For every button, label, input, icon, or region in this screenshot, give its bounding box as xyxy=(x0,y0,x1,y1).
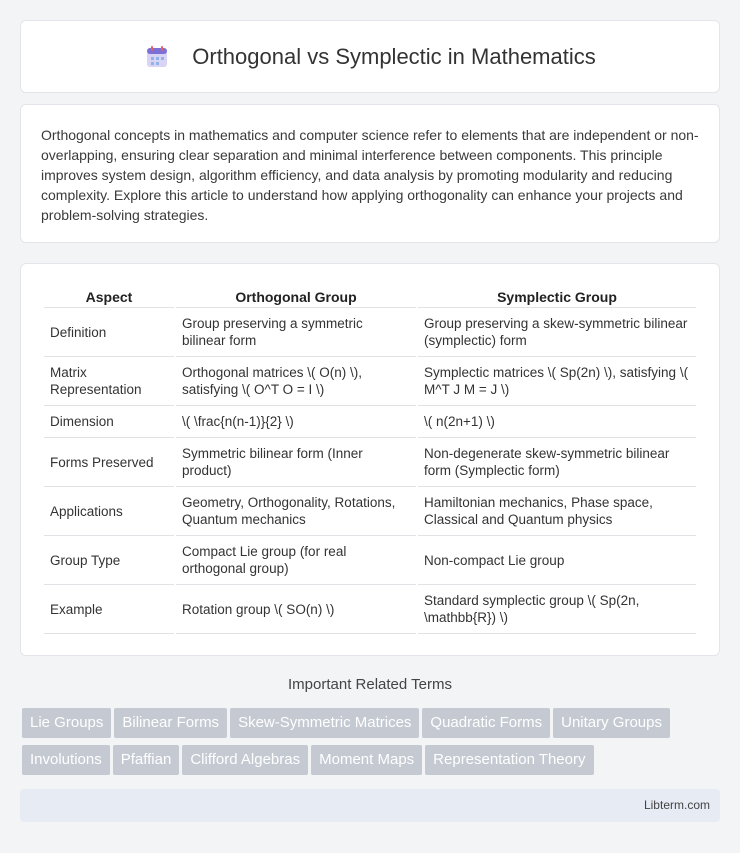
cell-aspect: Group Type xyxy=(44,536,174,585)
table-row xyxy=(44,585,696,634)
page-title: Orthogonal vs Symplectic in Mathematics xyxy=(192,43,596,69)
related-terms-tags xyxy=(22,708,722,782)
cell-orthogonal: Group preserving a symmetric bilinear form xyxy=(176,308,416,357)
header-aspect: Aspect xyxy=(44,285,174,308)
cell-symplectic: Symplectic matrices \( Sp(2n) \), satisfying \( M^T J M = J \) xyxy=(418,357,696,406)
cell-orthogonal: Rotation group \( SO(n) \) xyxy=(176,585,416,634)
intro-text: Orthogonal concepts in mathematics and computer science refer to elements that are independent or non-overlapping, ensuring clear separation and minimal interference between components. This principle improves system design, algorithm efficiency, and data analysis by promoting modularity and reducing complexity. Explore this article to understand how applying orthogonality can enhance your projects and problem-solving strategies. xyxy=(41,127,699,223)
table-row xyxy=(44,536,696,585)
table-row xyxy=(44,406,696,438)
cell-symplectic: Non-compact Lie group xyxy=(418,536,696,585)
cell-aspect: Definition xyxy=(44,308,174,357)
header-symplectic: Symplectic Group xyxy=(418,285,696,308)
cell-symplectic: Standard symplectic group \( Sp(2n, \mathbb{R}) \) xyxy=(418,585,696,634)
tag-lie-groups[interactable]: Lie Groups xyxy=(22,708,111,738)
related-terms-title: Important Related Terms xyxy=(288,676,452,693)
cell-symplectic: Group preserving a skew-symmetric bilinear (symplectic) form xyxy=(418,308,696,357)
intro-card xyxy=(20,104,720,243)
table-row xyxy=(44,308,696,357)
comparison-table xyxy=(42,285,698,634)
cell-orthogonal: \( \frac{n(n-1)}{2} \) xyxy=(176,406,416,438)
tag-clifford-algebras[interactable]: Clifford Algebras xyxy=(182,745,308,775)
tag-pfaffian[interactable]: Pfaffian xyxy=(113,745,180,775)
cell-symplectic: \( n(2n+1) \) xyxy=(418,406,696,438)
cell-aspect: Example xyxy=(44,585,174,634)
tag-representation-theory[interactable]: Representation Theory xyxy=(425,745,593,775)
cell-aspect: Forms Preserved xyxy=(44,438,174,487)
header-orthogonal: Orthogonal Group xyxy=(176,285,416,308)
cell-aspect: Dimension xyxy=(44,406,174,438)
cell-orthogonal: Compact Lie group (for real orthogonal group) xyxy=(176,536,416,585)
footer-brand-link[interactable]: Libterm.com xyxy=(643,798,710,812)
table-row xyxy=(44,487,696,536)
tag-involutions[interactable]: Involutions xyxy=(22,745,110,775)
tag-moment-maps[interactable]: Moment Maps xyxy=(311,745,422,775)
header-card xyxy=(20,20,720,93)
tag-unitary-groups[interactable]: Unitary Groups xyxy=(553,708,670,738)
cell-aspect: Matrix Representation xyxy=(44,357,174,406)
cell-symplectic: Non-degenerate skew-symmetric bilinear form (Symplectic form) xyxy=(418,438,696,487)
table-row xyxy=(44,357,696,406)
cell-orthogonal: Geometry, Orthogonality, Rotations, Quantum mechanics xyxy=(176,487,416,536)
table-row xyxy=(44,438,696,487)
tag-skew-symmetric-matrices[interactable]: Skew-Symmetric Matrices xyxy=(230,708,419,738)
tag-bilinear-forms[interactable]: Bilinear Forms xyxy=(114,708,227,738)
calendar-icon xyxy=(144,44,170,70)
cell-orthogonal: Symmetric bilinear form (Inner product) xyxy=(176,438,416,487)
cell-aspect: Applications xyxy=(44,487,174,536)
cell-symplectic: Hamiltonian mechanics, Phase space, Classical and Quantum physics xyxy=(418,487,696,536)
comparison-table-card xyxy=(20,263,720,656)
tag-quadratic-forms[interactable]: Quadratic Forms xyxy=(422,708,550,738)
cell-orthogonal: Orthogonal matrices \( O(n) \), satisfying \( O^T O = I \) xyxy=(176,357,416,406)
footer xyxy=(20,789,720,822)
